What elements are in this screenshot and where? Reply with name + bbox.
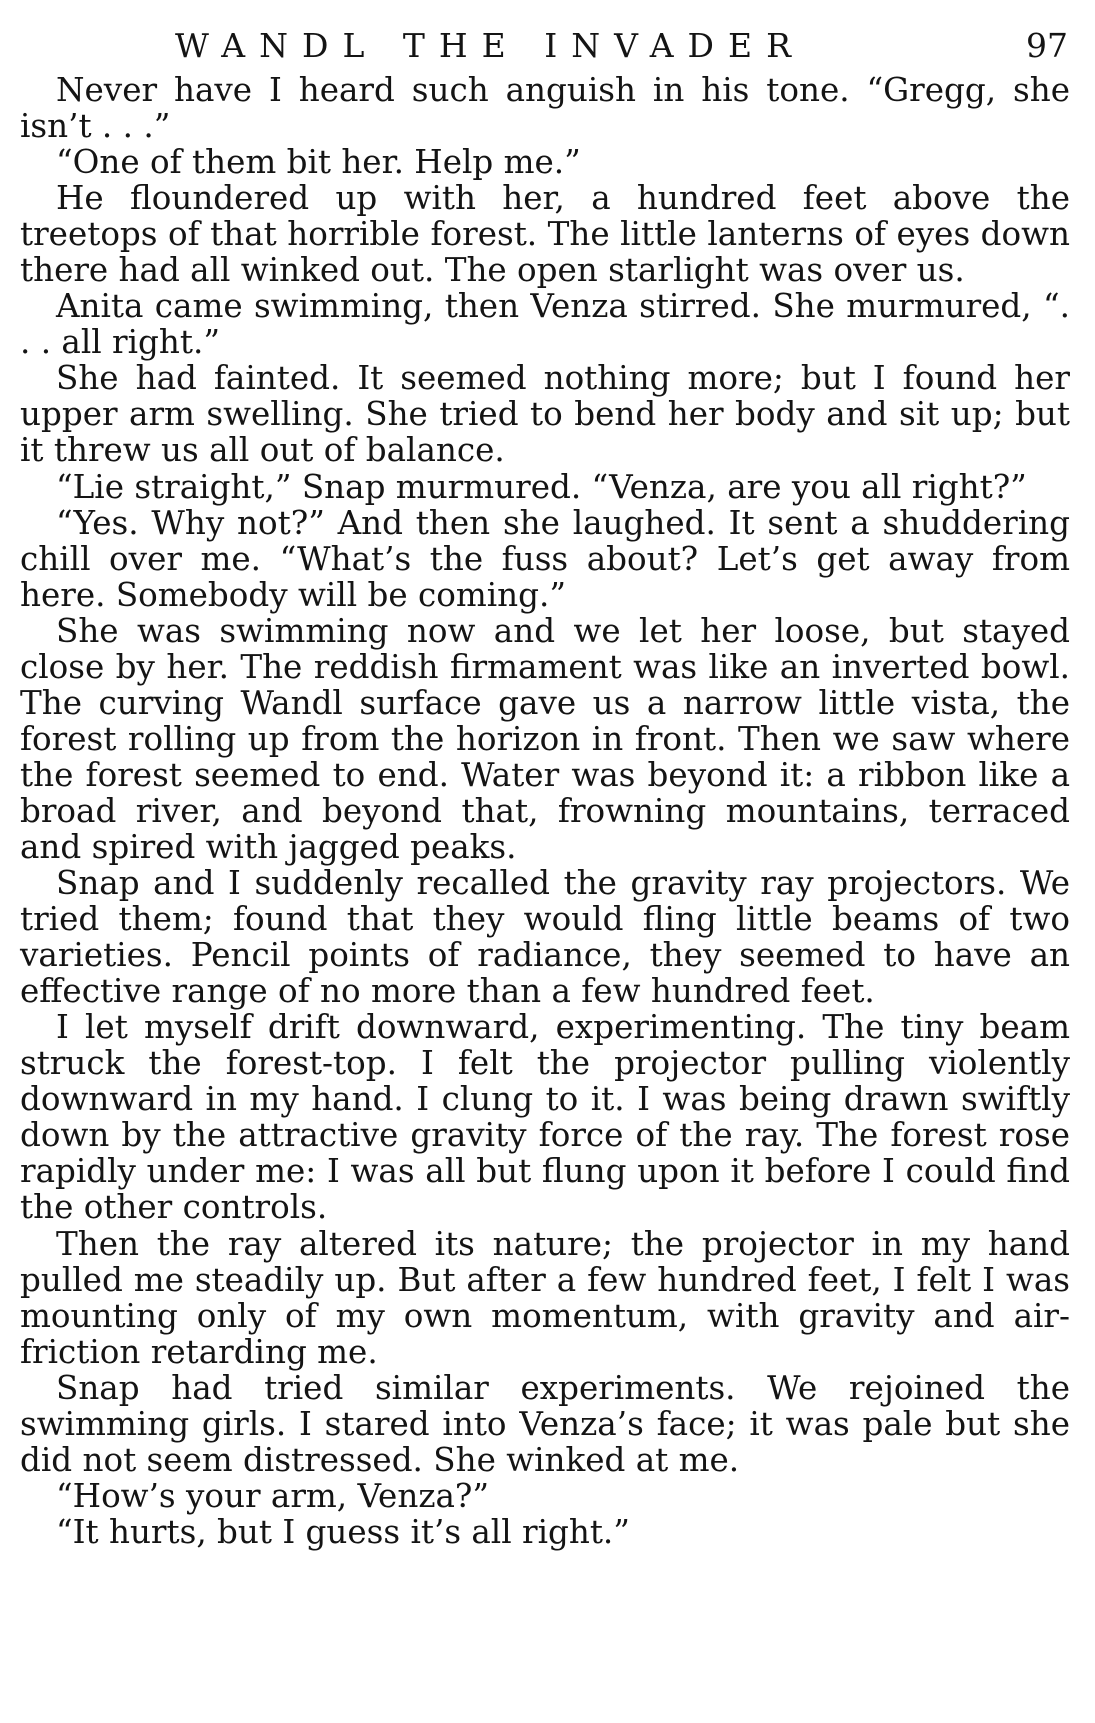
paragraph: He floundered up with her, a hundred feet above the treetops of that horrible forest. The little lanterns of eyes down there had all winked out. The open starlight was over us. [20, 179, 1070, 290]
paragraph: “How’s your arm, Venza?” [56, 1476, 490, 1515]
paragraph: Anita came swimming, then Venza stirred. She murmured, “. . . all right.” [20, 287, 1070, 362]
paragraph: She had fainted. It seemed nothing more; but I found her upper arm swelling. She tried to bend her body and sit up; but it threw us all out of balance. [20, 359, 1070, 470]
page-header [20, 20, 1070, 66]
paragraph: Then the ray altered its nature; the projector in my hand pulled me steadily up. But after a few hundred feet, I felt I was mounting only of my own momentum, with gravity and air-friction retarding me. [20, 1224, 1070, 1371]
paragraph: “One of them bit her. Help me.” [56, 143, 581, 182]
running-head: WANDL THE INVADER [175, 26, 805, 65]
paragraph: Snap and I suddenly recalled the gravity ray projectors. We tried them; found that they would fling little beams of two varieties. Pencil points of radiance, they seemed to have an effective range of no more than a few hundred feet. [20, 864, 1070, 1011]
paragraph: Never have I heard such anguish in his tone. “Gregg, she isn’t . . .” [20, 71, 1070, 146]
paragraph: “It hurts, but I guess it’s all right.” [56, 1512, 630, 1551]
paragraph: Snap had tried similar experiments. We rejoined the swimming girls. I stared into Venza’s face; it was pale but she did not seem distressed. She winked at me. [20, 1368, 1070, 1479]
book-page [20, 20, 1070, 1710]
paragraph: I let myself drift downward, experimenting. The tiny beam struck the forest-top. I felt the projector pulling violently downward in my hand. I clung to it. I was being drawn swiftly down by the attractive gravity force of the ray. The forest rose rapidly under me: I was all but flung upon it before I could find the other controls. [20, 1008, 1070, 1227]
body-text [20, 72, 1070, 1550]
paragraph: “Yes. Why not?” And then she laughed. It sent a shuddering chill over me. “What’s the fuss about? Let’s get away from here. Somebody will be coming.” [20, 503, 1070, 614]
paragraph: She was swimming now and we let her loose, but stayed close by her. The reddish firmament was like an inverted bowl. The curving Wandl surface gave us a narrow little vista, the forest rolling up from the horizon in front. Then we saw where the forest seemed to end. Water was beyond it: a ribbon like a broad river, and beyond that, frowning mountains, terraced and spired with jagged peaks. [20, 611, 1070, 866]
paragraph: “Lie straight,” Snap murmured. “Venza, are you all right?” [56, 467, 1027, 506]
page-number: 97 [1026, 26, 1068, 65]
